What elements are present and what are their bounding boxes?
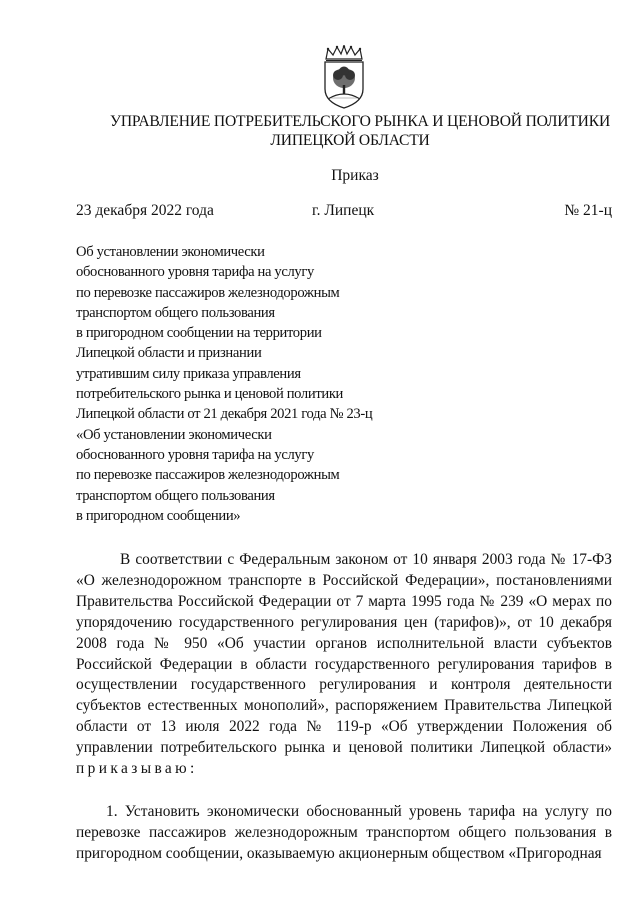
subject-line: «Об установлении экономически [76,426,272,443]
subject-line: потребительского рынка и ценовой политики [76,386,344,403]
coat-of-arms-icon [318,45,370,109]
subject-line: в пригородном сообщении» [76,507,241,524]
preamble-paragraph [76,550,612,780]
subject-line: Липецкой области и признании [76,345,262,362]
subject-line: обоснованного уровня тарифа на услугу [76,264,314,281]
document-city: г. Липецк [312,202,375,219]
subject-line: обоснованного уровня тарифа на услугу [76,446,314,463]
clause-1-paragraph [76,802,612,865]
subject-line: транспортом общего пользования [76,304,275,321]
preamble-text: В соответствии с Федеральным законом от 10 января 2003 года № 17-ФЗ «О железнодорожном транспорте в Российской Федерации», постановлениями Правительства Российской Федерации от 7 марта 1995 года № 239 «О мерах по упорядочению государственного регулирования цен (тарифов)», от 10 декабря 2008 года № 950 «Об участии органов исполнительной власти субъектов Российской Федерации в области государственного регулирования тарифов в осуществлении государственного регулирования и контроля деятельности субъектов естественных монополий», распоряжением Правительства Липецкой области от 13 июля 2022 года № 119-р «Об утверждении Положения об управлении потребительского рынка и ценовой политики Липецкой области» [76,551,612,757]
clause-1-text: 1. Установить экономически обоснованный уровень тарифа на услугу по перевозке пассажиров железнодорожным транспортом общего пользования в пригородном сообщении, оказываемую акционерным обществом «Пригородная [76,803,612,862]
subject-line: Об установлении экономически [76,244,265,260]
agency-title-line1: УПРАВЛЕНИЕ ПОТРЕБИТЕЛЬСКОГО РЫНКА И ЦЕНОВОЙ ПОЛИТИКИ [109,113,611,130]
document-number: № 21-ц [564,202,612,219]
order-word: приказываю: [76,760,198,778]
subject-line: транспортом общего пользования [76,487,275,504]
subject-line: в пригородном сообщении на территории [76,325,322,342]
document-meta [76,201,612,221]
subject-line: по перевозке пассажиров железнодорожным [76,284,340,301]
agency-title-line2: ЛИПЕЦКОЙ ОБЛАСТИ [270,132,430,149]
subject-line: Липецкой области от 21 декабря 2021 года № 23-ц [76,406,373,423]
document-type: Приказ [331,167,379,184]
subject-line: утратившим силу приказа управления [76,365,301,382]
subject-line: по перевозке пассажиров железнодорожным [76,467,340,484]
document-subject [76,242,436,526]
document-date: 23 декабря 2022 года [76,202,214,219]
